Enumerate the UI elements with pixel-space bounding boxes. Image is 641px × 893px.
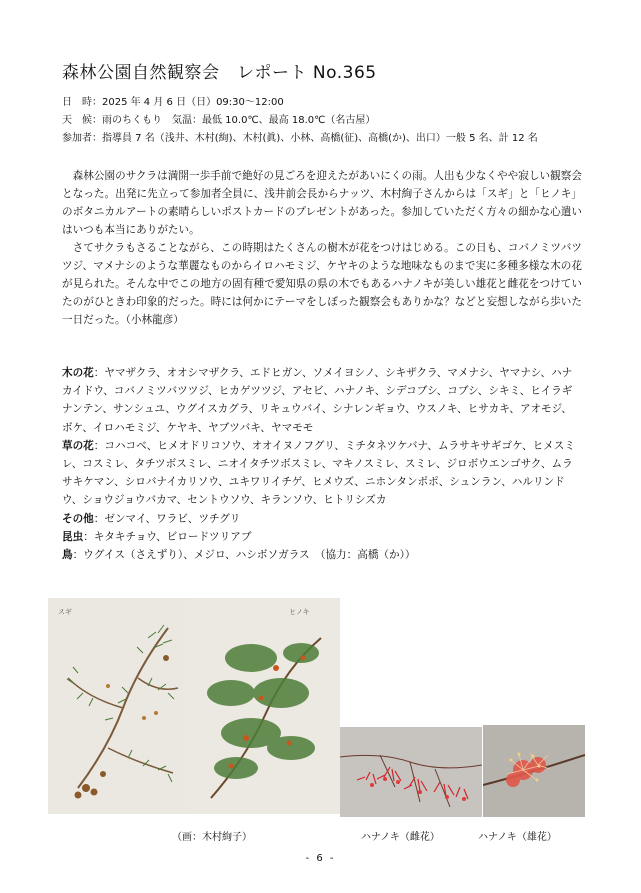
caption-botanical-art: （画：木村絢子） bbox=[172, 832, 252, 843]
hananoki-male-flower-photo bbox=[483, 725, 585, 817]
list-label: 草の花 bbox=[62, 439, 94, 452]
report-title: 森林公園自然観察会 レポート No.365 bbox=[62, 63, 377, 83]
list-tree-flowers bbox=[62, 364, 582, 437]
report-body bbox=[62, 167, 582, 329]
list-label: 昆虫 bbox=[62, 530, 84, 543]
report-paragraph-2: さてサクラもさることながら、この時期はたくさんの樹木が花をつけはじめる。この日も、コバノミツバツツジ、マメナシのような華麗なものからイロハモミジ、ケヤキのような地味なものまで実に多種多様な木の花が見られた。そんな中でこの地方の固有種で愛知県の県の木でもあるハナノキが美しい雄花と雌花をつけていたのがひときわ印象的だった。時には何かにテーマをしぼった観察会もありかな？などと妄想しながら歩いた一日だった。（小林龍彦） bbox=[62, 242, 582, 326]
art-label-hinoki: ヒノキ bbox=[289, 608, 310, 616]
list-others bbox=[62, 510, 582, 528]
caption-female-flower: ハナノキ（雌花） bbox=[361, 832, 440, 843]
hinoki-botanical-art-image bbox=[191, 598, 340, 814]
list-items: ：ウグイス（さえずり）、メジロ、ハシボソガラス （協力：高橋（か）） bbox=[72, 549, 416, 562]
list-items: ：ゼンマイ、ワラビ、ツチグリ bbox=[93, 512, 241, 525]
list-items: ：ヤマザクラ、オオシマザクラ、エドヒガン、ソメイヨシノ、シキザクラ、マメナシ、ヤマナシ、ハナカイドウ、コバノミツバツツジ、ヒカゲツツジ、アセビ、ハナノキ、シデコブシ、コブシ、シキミ、ヒイラギナンテン、サンシュユ、ウグイスカグラ、リキュウバイ、シナレンギョウ、ウスノキ、ヒサカキ、アオモジ、ボケ、イロハモミジ、ケヤキ、ヤブツバキ、ヤマモモ bbox=[62, 367, 573, 434]
list-label: 木の花 bbox=[62, 367, 94, 379]
list-birds bbox=[62, 546, 582, 564]
report-paragraph-1: 森林公園のサクラは満開一歩手前で絶好の見ごろを迎えたがあいにくの雨。人出も少なくやや寂しい観察会となった。出発に先立って参加者全員に、浅井前会長からナッツ、木村絢子さんからは「スギ」と「ヒノキ」のボタニカルアートの素晴らしいポストカードのプレゼントがあった。参加していただく方々の細かな心遣いはいつも本当にありがたい。 bbox=[62, 170, 582, 236]
sugi-botanical-art-image bbox=[48, 598, 191, 814]
art-label-sugi: スギ bbox=[58, 608, 72, 616]
page-number: - 6 - bbox=[305, 853, 336, 864]
list-grass-flowers bbox=[62, 437, 582, 510]
caption-male-flower: ハナノキ（雄花） bbox=[478, 832, 557, 843]
hananoki-female-flower-photo bbox=[340, 727, 482, 817]
list-label: 鳥 bbox=[62, 549, 73, 562]
meta-date: 日 時：2025 年 4 月 6 日（日）09:30〜12:00 bbox=[62, 97, 284, 108]
species-lists bbox=[62, 364, 582, 564]
list-items: ：コハコベ、ヒメオドリコソウ、オオイヌノフグリ、ミチタネツケバナ、ムラサキサギゴケ、ヒメスミレ、コスミレ、タチツボスミレ、ニオイタチツボスミレ、マキノスミレ、スミレ、ジロボウエンゴサク、ムラサキケマン、シロバナイカリソウ、ユキワリイチゲ、ヒメウズ、ニホンタンポポ、シュンラン、ハルリンドウ、ショウジョウバカマ、セントウソウ、キランソウ、ヒトリシズカ bbox=[62, 439, 575, 507]
meta-participants: 参加者：指導員 7 名（浅井、木村(絢)、木村(眞)、小林、高橋(征)、高橋(か)、出口）一般 5 名、計 12 名 bbox=[62, 133, 538, 144]
meta-weather: 天 候：雨のちくもり 気温：最低 10.0℃、最高 18.0℃（名古屋） bbox=[62, 115, 376, 126]
list-insects bbox=[62, 528, 582, 546]
list-label: その他 bbox=[62, 512, 94, 525]
list-items: ：キタキチョウ、ビロードツリアブ bbox=[83, 530, 252, 543]
